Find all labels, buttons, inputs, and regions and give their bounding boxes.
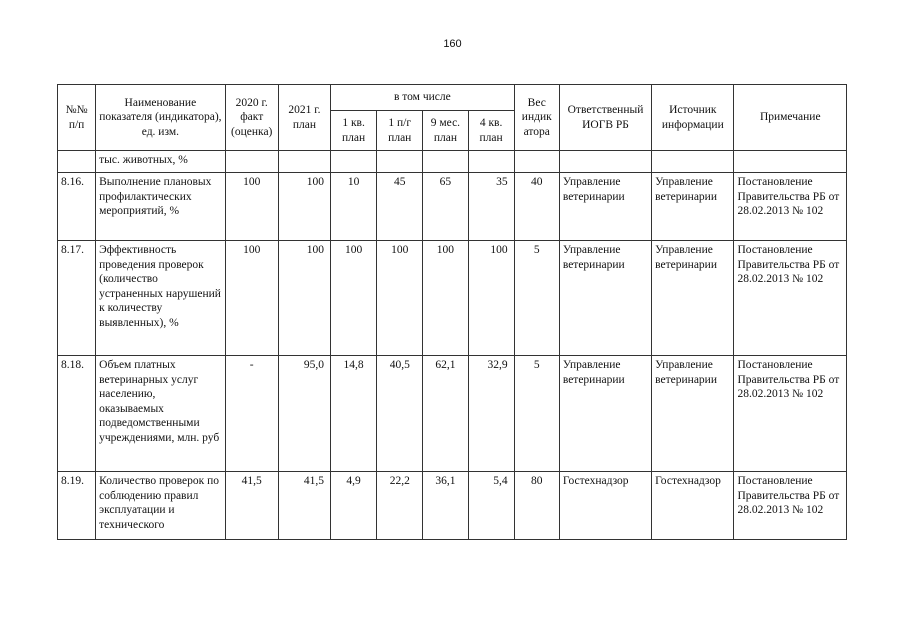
row-name: Выполнение плановых профилактических мероприятий, % xyxy=(96,173,225,241)
row-fact-2020: 100 xyxy=(225,173,278,241)
row-9m: 62,1 xyxy=(423,356,468,472)
row-weight: 5 xyxy=(514,356,559,472)
row-source: Управление ветеринарии xyxy=(652,173,734,241)
header-note: Примечание xyxy=(734,85,847,151)
header-including: в том числе xyxy=(331,85,515,111)
row-responsible: Гостехнадзор xyxy=(559,472,651,540)
row-weight: 40 xyxy=(514,173,559,241)
table-row xyxy=(58,173,847,241)
row-plan-2021: 95,0 xyxy=(278,356,330,472)
row-fact-2020: 41,5 xyxy=(225,472,278,540)
row-fact-2020: - xyxy=(225,356,278,472)
continuation-row xyxy=(58,151,847,173)
row-note: Постановление Правительства РБ от 28.02.2013 № 102 xyxy=(734,472,847,540)
row-plan-2021: 100 xyxy=(278,173,330,241)
row-source: Управление ветеринарии xyxy=(652,241,734,356)
header-h1: 1 п/г план xyxy=(377,111,423,151)
row-note: Постановление Правительства РБ от 28.02.2013 № 102 xyxy=(734,241,847,356)
header-responsible: Ответственный ИОГВ РБ xyxy=(559,85,651,151)
row-source: Управление ветеринарии xyxy=(652,356,734,472)
row-9m: 65 xyxy=(423,173,468,241)
header-9m: 9 мес. план xyxy=(423,111,468,151)
row-weight: 5 xyxy=(514,241,559,356)
row-fact-2020: 100 xyxy=(225,241,278,356)
row-q4: 100 xyxy=(468,241,514,356)
row-responsible: Управление ветеринарии xyxy=(559,173,651,241)
row-num: 8.18. xyxy=(58,356,96,472)
row-q1: 14,8 xyxy=(331,356,377,472)
row-q4: 32,9 xyxy=(468,356,514,472)
row-num: 8.19. xyxy=(58,472,96,540)
header-weight: Вес индик атора xyxy=(514,85,559,151)
row-q1: 10 xyxy=(331,173,377,241)
row-name: Количество проверок по соблюдению правил эксплуатации и технического xyxy=(96,472,225,540)
row-responsible: Управление ветеринарии xyxy=(559,241,651,356)
row-weight: 80 xyxy=(514,472,559,540)
header-q1: 1 кв. план xyxy=(331,111,377,151)
table-row xyxy=(58,241,847,356)
row-num: 8.16. xyxy=(58,173,96,241)
row-9m: 100 xyxy=(423,241,468,356)
row-num: 8.17. xyxy=(58,241,96,356)
row-9m: 36,1 xyxy=(423,472,468,540)
row-q4: 5,4 xyxy=(468,472,514,540)
header-name: Наименование показателя (индикатора), ед. изм. xyxy=(96,85,225,151)
row-name: Объем платных ветеринарных услуг населению, оказываемых подведомственными учреждениями, млн. руб xyxy=(96,356,225,472)
row-q1: 4,9 xyxy=(331,472,377,540)
row-plan-2021: 41,5 xyxy=(278,472,330,540)
cell-empty xyxy=(58,151,96,173)
indicators-table xyxy=(57,84,847,540)
table-row xyxy=(58,356,847,472)
header-plan-2021: 2021 г. план xyxy=(278,85,330,151)
row-h1: 45 xyxy=(377,173,423,241)
header-source: Источник информации xyxy=(652,85,734,151)
header-num: №№ п/п xyxy=(58,85,96,151)
row-source: Гостехнадзор xyxy=(652,472,734,540)
header-fact-2020: 2020 г. факт (оценка) xyxy=(225,85,278,151)
row-q1: 100 xyxy=(331,241,377,356)
page-number: 160 xyxy=(443,38,462,50)
row-h1: 40,5 xyxy=(377,356,423,472)
row-note: Постановление Правительства РБ от 28.02.2013 № 102 xyxy=(734,356,847,472)
row-h1: 100 xyxy=(377,241,423,356)
row-name: Эффективность проведения проверок (количество устраненных нарушений к количеству выявленных), % xyxy=(96,241,225,356)
row-h1: 22,2 xyxy=(377,472,423,540)
header-q4: 4 кв. план xyxy=(468,111,514,151)
continuation-text: тыс. животных, % xyxy=(96,151,225,173)
table-row xyxy=(58,472,847,540)
row-q4: 35 xyxy=(468,173,514,241)
row-note: Постановление Правительства РБ от 28.02.2013 № 102 xyxy=(734,173,847,241)
row-responsible: Управление ветеринарии xyxy=(559,356,651,472)
row-plan-2021: 100 xyxy=(278,241,330,356)
